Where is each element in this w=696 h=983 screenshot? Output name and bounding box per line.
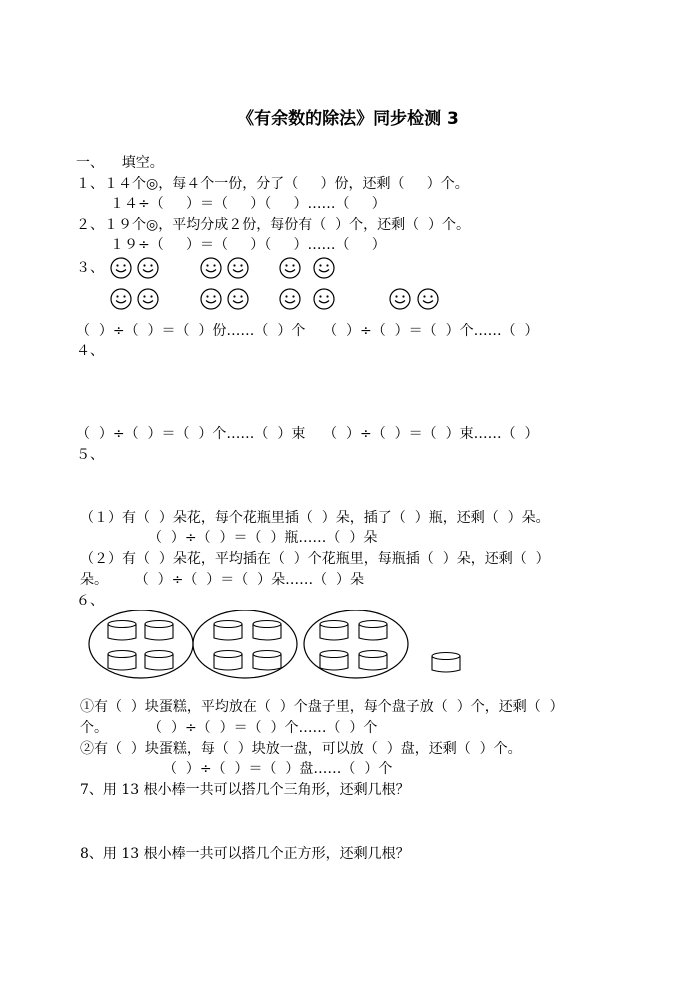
- cake-icon: [214, 651, 242, 671]
- question-7-text: 7、用 13 根小棒一共可以搭几个三角形，还剩几根？: [80, 782, 410, 798]
- smiley-face-icon: [417, 288, 439, 310]
- cake-icon: [108, 651, 136, 671]
- question-5-part-1: （１）有（ ）朵花，每个花瓶里插（ ）朵，插了（ ）瓶，还剩（ ）朵。: [80, 510, 550, 526]
- cake-icon: [320, 651, 348, 671]
- question-1-equation: １４÷（ ）＝（ ）（ ）……（ ）: [110, 196, 386, 212]
- question-5-label: ５、: [76, 447, 104, 463]
- question-5-part-1-equation: （ ）÷（ ）＝（ ）瓶……（ ）朵: [148, 530, 378, 546]
- cake-icon: [145, 651, 173, 671]
- question-1-text: １、１４个◎，每４个一份，分了（ ）份，还剩（ ）个。: [76, 176, 469, 192]
- question-5-part-2: （２）有（ ）朵花，平均插在（ ）个花瓶里，每瓶插（ ）朵，还剩（ ）: [80, 551, 550, 567]
- smiley-face-icon: [137, 257, 159, 279]
- question-2-equation: １９÷（ ）＝（ ）（ ）……（ ）: [110, 237, 386, 253]
- cake-icon: [145, 621, 173, 641]
- smiley-face-icon: [227, 257, 249, 279]
- smiley-face-icon: [110, 288, 132, 310]
- question-4-formula: （ ）÷（ ）＝（ ）个……（ ）束 （ ）÷（ ）＝（ ）束……（ ）: [76, 426, 539, 442]
- question-4-label: ４、: [76, 343, 104, 359]
- cake-plates-figure: [0, 610, 696, 690]
- question-6-part-1-equation: 个。 （ ）÷（ ）＝（ ）个……（ ）个: [80, 720, 378, 736]
- question-6-label: ６、: [76, 593, 104, 609]
- cake-icon: [359, 651, 387, 671]
- page-title: 《有余数的除法》同步检测 3: [237, 109, 459, 129]
- cake-icon: [253, 651, 281, 671]
- cake-icon: [320, 621, 348, 641]
- smiley-face-icon: [279, 288, 301, 310]
- question-6-part-2-equation: （ ）÷（ ）＝（ ）盘……（ ）个: [163, 761, 393, 777]
- question-6-part-2: ②有（ ）块蛋糕，每（ ）块放一盘，可以放（ ）盘，还剩（ ）个。: [80, 741, 522, 757]
- smiley-face-icon: [313, 257, 335, 279]
- smiley-face-icon: [200, 257, 222, 279]
- question-6-part-1: ①有（ ）块蛋糕，平均放在（ ）个盘子里，每个盘子放（ ）个，还剩（ ）: [80, 699, 564, 715]
- cake-icon: [108, 621, 136, 641]
- cake-icon: [359, 621, 387, 641]
- smiley-face-icon: [137, 288, 159, 310]
- question-2-text: ２、１９个◎，平均分成２份，每份有（ ）个，还剩（ ）个。: [76, 217, 471, 233]
- question-3-label: ３、: [76, 260, 104, 276]
- plate-ellipse-icon: [89, 610, 193, 678]
- smiley-face-icon: [110, 257, 132, 279]
- smiley-face-icon: [313, 288, 335, 310]
- question-3-formula: （ ）÷（ ）＝（ ）份……（ ）个 （ ）÷（ ）＝（ ）个……（ ）: [76, 323, 539, 339]
- section-fill-blank: 一、 填空。: [76, 155, 164, 171]
- smiley-face-icon: [279, 257, 301, 279]
- cake-icon: [214, 621, 242, 641]
- question-5-part-2-equation: 朵。 （ ）÷（ ）＝（ ）朵……（ ）朵: [80, 572, 365, 588]
- smiley-face-icon: [227, 288, 249, 310]
- smiley-face-icon: [389, 288, 411, 310]
- question-8-text: 8、用 13 根小棒一共可以搭几个正方形，还剩几根？: [80, 846, 410, 862]
- smiley-face-icon: [200, 288, 222, 310]
- cake-icon: [432, 653, 460, 673]
- cake-icon: [253, 621, 281, 641]
